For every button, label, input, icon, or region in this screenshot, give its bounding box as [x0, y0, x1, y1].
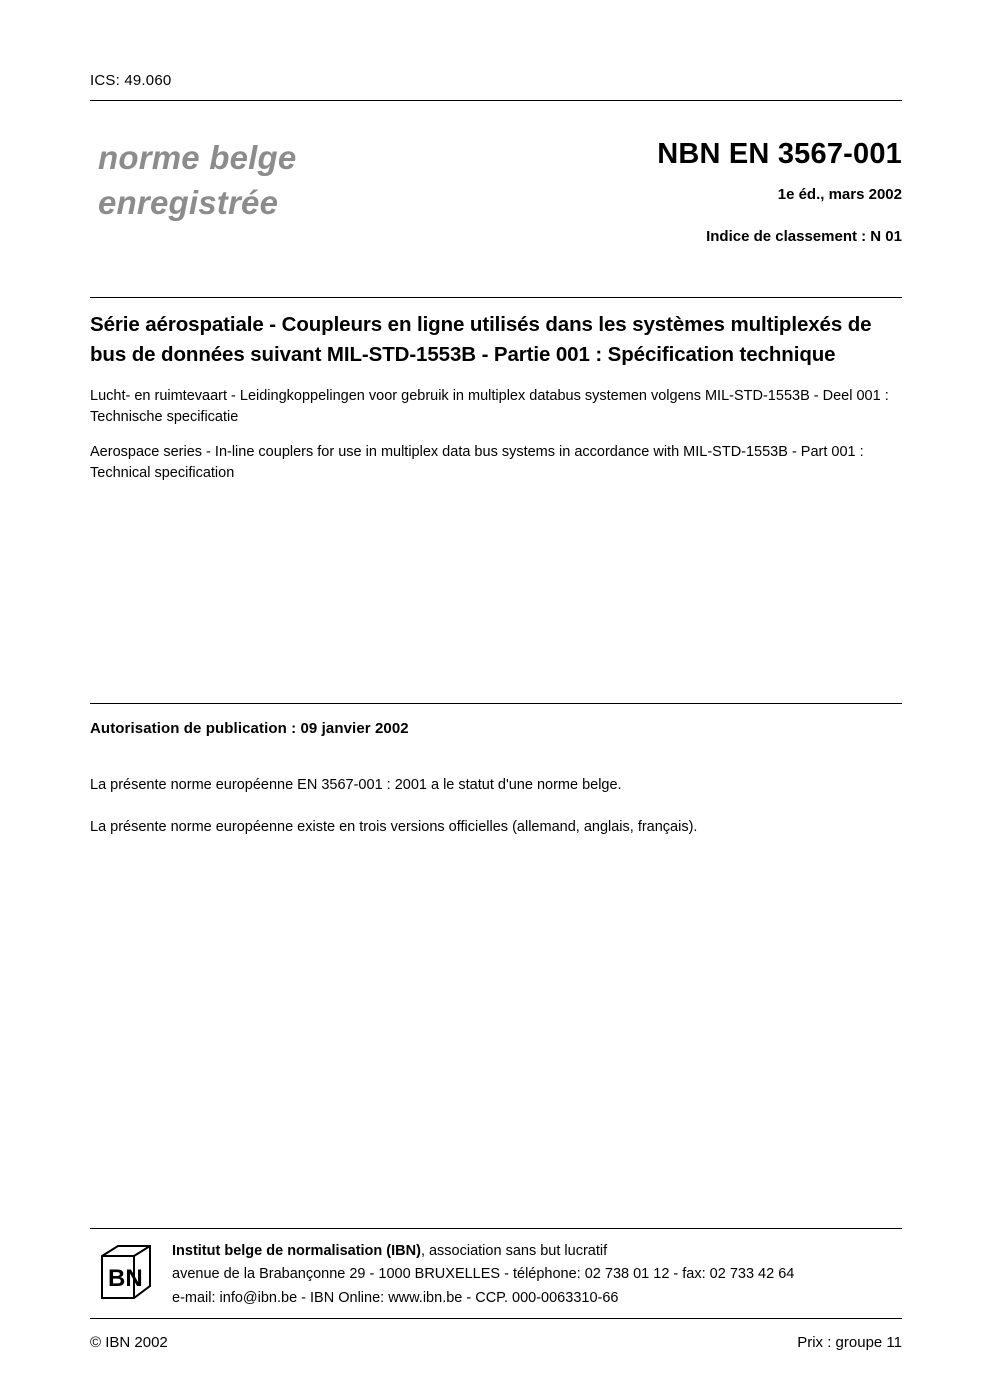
footer-organisation-suffix: , association sans but lucratif — [420, 1243, 608, 1259]
standard-code: NBN EN 3567-001 — [657, 138, 902, 170]
masthead — [90, 128, 902, 268]
footer-organisation-line — [172, 1240, 794, 1263]
title-dutch: Lucht- en ruimtevaart - Leidingkoppelingen voor gebruik in multiplex databus systemen volgens MIL-STD-1553B - Deel 001 : Technische specificatie — [90, 388, 889, 426]
authorisation-heading: Autorisation de publication : 09 janvier 2002 — [90, 720, 409, 737]
svg-text:BN: BN — [108, 1265, 143, 1292]
footer-address: avenue de la Brabançonne 29 - 1000 BRUXELLES - téléphone: 02 738 01 12 - fax: 02 733 42 64 — [172, 1266, 795, 1283]
organisation-title-line2: enregistrée — [98, 183, 279, 221]
divider-authorisation — [90, 703, 902, 704]
authorisation-paragraph-2: La présente norme européenne existe en trois versions officielles (allemand, anglais, français). — [90, 819, 698, 835]
organisation-title — [98, 136, 296, 225]
authorisation-paragraph-1: La présente norme européenne EN 3567-001 : 2001 a le statut d'une norme belge. — [90, 777, 622, 793]
title-block — [90, 310, 902, 484]
title-english: Aerospace series - In-line couplers for use in multiplex data bus systems in accordance with MIL-STD-1553B - Part 001 : Technical specification — [90, 444, 864, 482]
ibn-logo-icon — [100, 1244, 152, 1300]
price-group: Prix : groupe 11 — [797, 1334, 902, 1351]
divider-footer — [90, 1228, 902, 1229]
divider-bottom — [90, 1318, 902, 1319]
divider-masthead — [90, 297, 902, 298]
footer-organisation: Institut belge de normalisation (IBN) — [172, 1243, 421, 1259]
footer — [90, 1240, 902, 1310]
classification-index: Indice de classement : N 01 — [706, 228, 902, 245]
divider-top — [90, 100, 902, 101]
page-content — [90, 0, 902, 1393]
authorisation-block — [90, 720, 902, 835]
organisation-title-line1: norme belge — [98, 139, 297, 176]
footer-contact: e-mail: info@ibn.be - IBN Online: www.ibn.be - CCP. 000-0063310-66 — [172, 1289, 619, 1306]
footer-text — [172, 1240, 794, 1310]
copyright-notice: © IBN 2002 — [90, 1334, 168, 1351]
ics-code: ICS: 49.060 — [90, 72, 172, 89]
standard-edition: 1e éd., mars 2002 — [777, 186, 902, 203]
title-french: Série aérospatiale - Coupleurs en ligne utilisés dans les systèmes multiplexés de bus de données suivant MIL-STD-1553B - Partie 001 : Spécification technique — [90, 313, 872, 367]
